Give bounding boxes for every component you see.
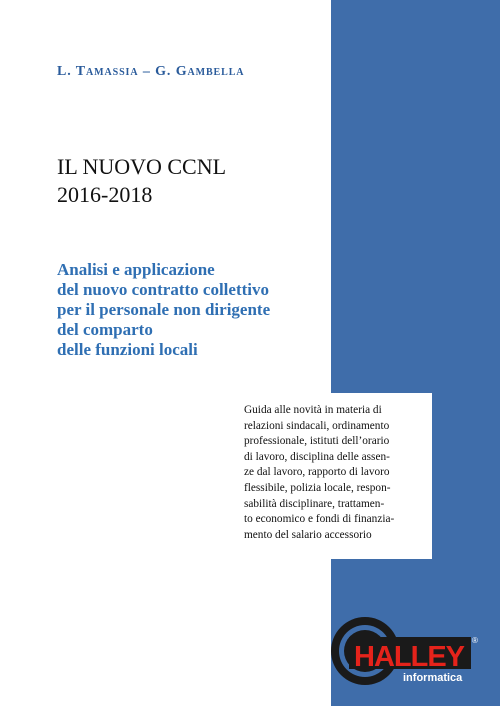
subtitle-line: del nuovo contratto collettivo [57,280,269,299]
summary-line: sabilità disciplinare, trattamen- [244,497,385,510]
book-title [57,153,226,209]
summary-line: professionale, istituti dell’orario [244,435,390,448]
summary-box [234,393,432,559]
summary-line: relazioni sindacali, ordinamento [244,419,390,432]
registered-mark: ® [472,636,478,645]
summary-line: flessibile, polizia locale, respon- [244,481,391,494]
summary-line: ze dal lavoro, rapporto di lavoro [244,466,390,479]
halley-logo [327,612,487,692]
book-subtitle [57,260,327,360]
subtitle-line: delle funzioni locali [57,340,198,359]
logo-subtext: informatica [403,672,463,684]
subtitle-line: Analisi e applicazione [57,260,215,279]
summary-line: mento del salario accessorio [244,528,372,541]
subtitle-line: del comparto [57,320,153,339]
title-line: IL NUOVO CCNL [57,154,227,179]
blue-side-stripe [331,0,500,706]
summary-line: Guida alle novità in materia di [244,404,382,416]
title-line: 2016-2018 [57,182,153,207]
authors: L. Tamassia – G. Gambella [57,64,245,79]
logo-wordmark: HALLEY [354,641,464,673]
summary-line: di lavoro, disciplina delle assen- [244,450,390,463]
subtitle-line: per il personale non dirigente [57,300,271,319]
summary-line: to economico e fondi di finanzia- [244,513,395,526]
